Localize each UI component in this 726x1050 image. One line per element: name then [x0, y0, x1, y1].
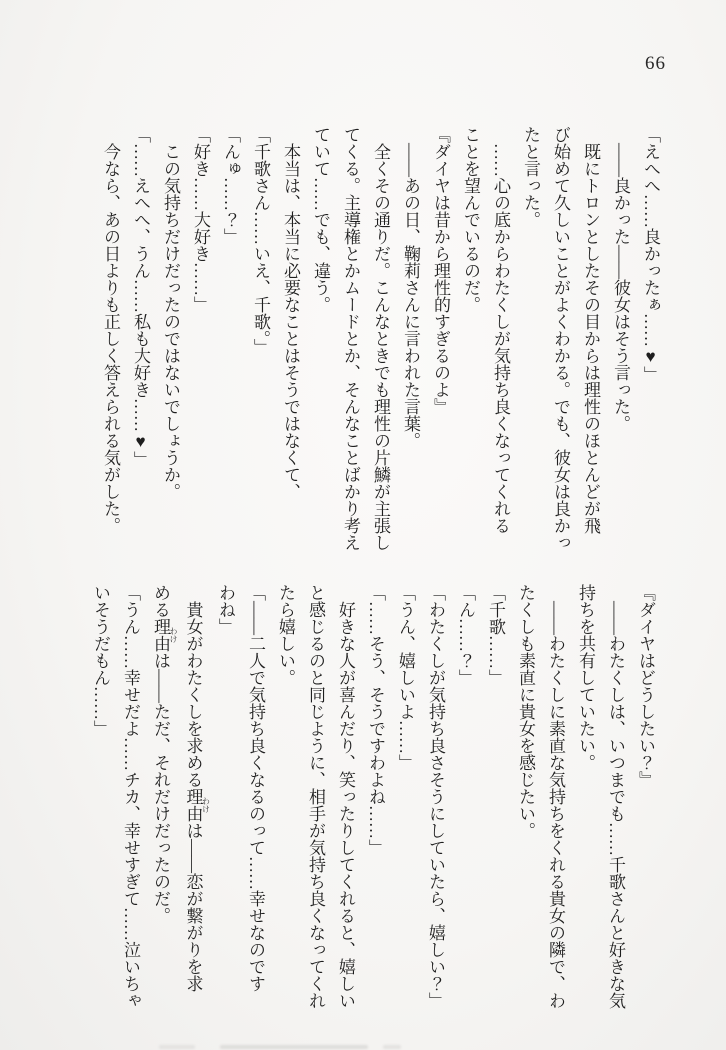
text-line: 「好き……大好き……」 [191, 126, 210, 313]
text-line: てくる。主導権とかムードとか、そんなことばかり考え [341, 126, 360, 551]
text-line: 「千歌さん……いえ、千歌。」 [251, 126, 270, 356]
text-line: 本当は、本当に必要なことはそうではなくて、 [281, 126, 300, 500]
text-line: 「わたくしが気持ち良さそうにしていたら、嬉しい？」 [426, 584, 445, 1009]
text-line: ——わたくしは、いつまでも……千歌さんと好きな気 [606, 584, 625, 1009]
passage-upper [95, 126, 665, 554]
text-line: 「ん……？」 [456, 584, 475, 686]
text-line: 「んゅ……？」 [221, 126, 240, 245]
text-line: ——あの日、鞠莉さんに言われた言葉。 [401, 126, 420, 449]
text-line: 「千歌……」 [486, 584, 505, 686]
text-line: 「……そう、そうですわよね……」 [366, 584, 385, 856]
text-line: び始めて久しいことがよくわかる。でも、彼女は良かっ [551, 126, 570, 551]
text-line: わね」 [216, 584, 235, 635]
text-line: ことを望んでいるのだ。 [461, 126, 480, 313]
text-line: たくしも素直に貴女を感じたい。 [516, 584, 535, 839]
text-line: たと言った。 [521, 126, 540, 228]
text-line: 貴女がわたくしを求める理由 わけは——恋が繋がりを求 [183, 584, 211, 992]
scan-artifact [159, 1045, 195, 1049]
text-line: 「……えへへ、うん……私も大好き……♥」 [131, 126, 150, 468]
text-line: 今なら、あの日よりも正しく答えられる気がした。 [101, 126, 120, 534]
text-line: ——良かった——彼女はそう言った。 [611, 126, 630, 432]
scan-artifact [383, 1045, 401, 1049]
furigana: 理由 わけ [151, 618, 178, 652]
text-line: 『ダイヤはどうしたい？』 [636, 584, 655, 788]
text-line: ——わたくしに素直な気持ちをくれる貴女の隣で、わ [546, 584, 565, 1009]
text-line: ていて……でも、違う。 [311, 126, 330, 313]
furigana: 理由 わけ [183, 788, 211, 822]
text-line: たら嬉しい。 [276, 584, 295, 686]
text-line: と感じるのと同じように、相手が気持ち良くなってくれ [306, 584, 325, 1009]
text-line: 持ちを共有していたい。 [576, 584, 595, 771]
text-line: 全くその通りだ。こんなときでも理性の片鱗が主張し [371, 126, 390, 551]
text-line: 好きな人が喜んだり、笑ったりしてくれると、嬉しい [336, 584, 355, 1009]
text-line: める理由 わけは——ただ、それだけだったのだ。 [151, 584, 178, 924]
text-line: 「うん、嬉しいよ……」 [396, 584, 415, 771]
text-line: 「——二人で気持ち良くなるのって……幸せなのです [246, 584, 265, 992]
text-line: ……心の底からわたくしが気持ち良くなってくれる [491, 126, 510, 534]
text-line: 「うん……幸せだよ……チカ、幸せすぎて……泣いちゃ [121, 584, 140, 1009]
text-line: 既にトロンとしたその目からは理性のほとんどが飛 [581, 126, 600, 534]
text-line: いそうだもん……」 [91, 584, 110, 737]
text-line: この気持ちだけだったのではないでしょうか。 [161, 126, 180, 500]
text-line: 「えへへ……良かったぁ……♥」 [641, 126, 660, 383]
text-line: 『ダイヤは昔から理性的すぎるのよ』 [431, 126, 450, 415]
page-number: 66 [645, 53, 666, 74]
passage-lower [85, 584, 660, 1012]
scan-artifact [220, 1045, 368, 1049]
